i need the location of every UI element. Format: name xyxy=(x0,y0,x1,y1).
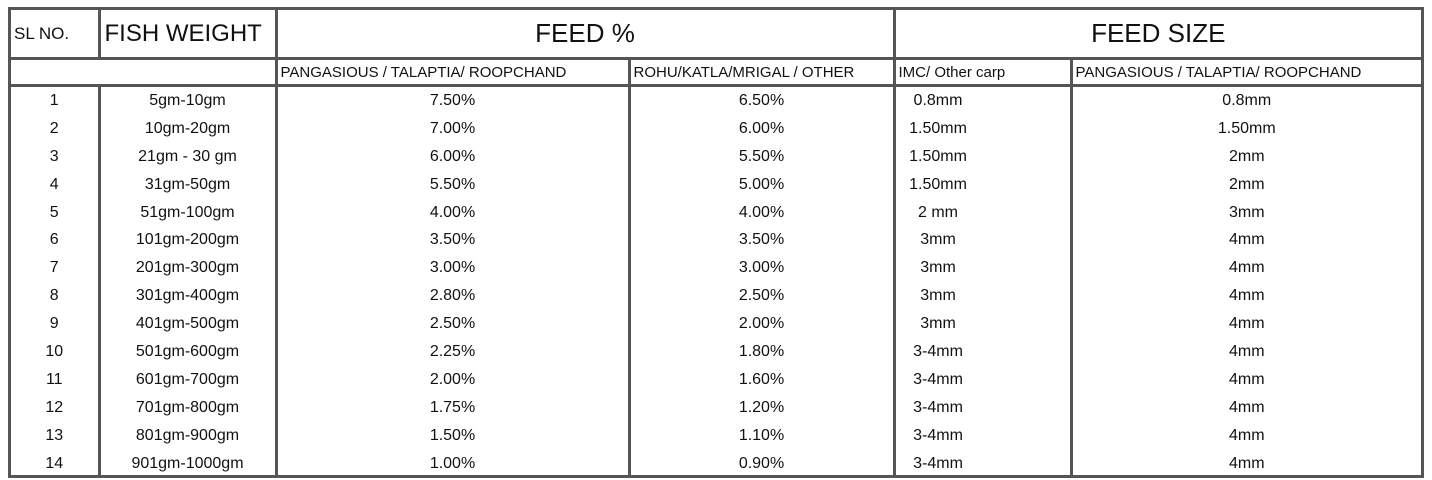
cell-size-imc-text: 3-4mm xyxy=(913,370,963,388)
cell-feed-pangasious: 1.00% xyxy=(276,450,629,478)
table-row xyxy=(11,310,1421,338)
cell-sl-no: 4 xyxy=(11,171,99,199)
cell-feed-pangasious: 3.50% xyxy=(276,226,629,254)
cell-size-imc-text: 3-4mm xyxy=(913,454,963,472)
cell-feed-pangasious: 2.00% xyxy=(276,366,629,394)
cell-feed-rohu: 3.00% xyxy=(629,254,894,282)
cell-feed-pangasious: 6.00% xyxy=(276,143,629,171)
cell-size-imc-text: 2 mm xyxy=(918,203,958,221)
cell-size-pangasious: 0.8mm xyxy=(1222,91,1272,109)
cell-size-imc xyxy=(894,115,1071,143)
cell-fish-weight: 501gm-600gm xyxy=(99,338,276,366)
subheader-feed-pangasious: PANGASIOUS / TALAPTIA/ ROOPCHAND xyxy=(276,59,629,86)
header-row xyxy=(11,10,1421,59)
cell-fish-weight: 201gm-300gm xyxy=(99,254,276,282)
cell-feed-rohu: 5.00% xyxy=(629,171,894,199)
cell-fish-weight: 301gm-400gm xyxy=(99,282,276,310)
cell-fish-weight: 51gm-100gm xyxy=(99,199,276,227)
cell-feed-rohu: 5.50% xyxy=(629,143,894,171)
cell-size-imc-text: 0.8mm xyxy=(913,91,963,109)
cell-size-imc-text: 3mm xyxy=(920,287,956,305)
cell-feed-rohu: 1.10% xyxy=(629,422,894,450)
subheader-feed-rohu: ROHU/KATLA/MRIGAL / OTHER xyxy=(629,59,894,86)
cell-sl-no: 11 xyxy=(11,366,99,394)
cell-size-pangasious: 4mm xyxy=(1228,342,1265,360)
cell-fish-weight: 601gm-700gm xyxy=(99,366,276,394)
cell-sl-no: 2 xyxy=(11,115,99,143)
cell-feed-pangasious: 1.75% xyxy=(276,394,629,422)
cell-sl-no: 8 xyxy=(11,282,99,310)
table-row xyxy=(11,422,1421,450)
cell-size-pangasious: 4mm xyxy=(1228,287,1265,305)
table-row xyxy=(11,394,1421,422)
cell-feed-rohu: 1.80% xyxy=(629,338,894,366)
cell-feed-pangasious: 3.00% xyxy=(276,254,629,282)
cell-size-imc xyxy=(894,254,1071,282)
header-fish-weight: FISH WEIGHT xyxy=(99,10,276,59)
cell-size-imc xyxy=(894,86,1071,115)
cell-size-imc xyxy=(894,171,1071,199)
table-row xyxy=(11,86,1421,115)
cell-size-imc xyxy=(894,199,1071,227)
cell-size-imc xyxy=(894,338,1071,366)
cell-feed-rohu: 1.60% xyxy=(629,366,894,394)
cell-fish-weight: 801gm-900gm xyxy=(99,422,276,450)
cell-fish-weight: 31gm-50gm xyxy=(99,171,276,199)
cell-fish-weight: 21gm - 30 gm xyxy=(99,143,276,171)
cell-sl-no: 14 xyxy=(11,450,99,478)
cell-size-imc-text: 3mm xyxy=(920,315,956,333)
cell-size-imc-text: 3-4mm xyxy=(913,426,963,444)
header-sl-no: SL NO. xyxy=(11,10,99,59)
feed-chart-table xyxy=(11,10,1421,477)
cell-feed-pangasious: 5.50% xyxy=(276,171,629,199)
table-row xyxy=(11,254,1421,282)
cell-feed-rohu: 6.50% xyxy=(629,86,894,115)
cell-feed-pangasious: 2.80% xyxy=(276,282,629,310)
header-feed-percent: FEED % xyxy=(276,10,894,59)
cell-fish-weight: 701gm-800gm xyxy=(99,394,276,422)
table-row xyxy=(11,366,1421,394)
cell-sl-no: 9 xyxy=(11,310,99,338)
cell-size-imc xyxy=(894,310,1071,338)
subheader-size-pangasious: PANGASIOUS / TALAPTIA/ ROOPCHAND xyxy=(1071,59,1421,86)
cell-size-imc xyxy=(894,143,1071,171)
cell-fish-weight: 901gm-1000gm xyxy=(99,450,276,478)
cell-sl-no: 7 xyxy=(11,254,99,282)
cell-size-imc-text: 1.50mm xyxy=(909,175,967,193)
cell-feed-rohu: 6.00% xyxy=(629,115,894,143)
cell-size-imc xyxy=(894,366,1071,394)
cell-feed-rohu: 4.00% xyxy=(629,199,894,227)
cell-feed-pangasious: 2.25% xyxy=(276,338,629,366)
table-row xyxy=(11,450,1421,478)
table-row xyxy=(11,199,1421,227)
cell-fish-weight: 5gm-10gm xyxy=(99,86,276,115)
cell-size-imc-text: 1.50mm xyxy=(909,147,967,165)
cell-fish-weight: 401gm-500gm xyxy=(99,310,276,338)
cell-fish-weight: 10gm-20gm xyxy=(99,115,276,143)
cell-size-pangasious: 4mm xyxy=(1228,315,1265,333)
cell-size-pangasious: 4mm xyxy=(1228,426,1265,444)
cell-size-pangasious: 1.50mm xyxy=(1217,119,1276,137)
cell-size-pangasious: 4mm xyxy=(1228,398,1265,416)
cell-size-imc xyxy=(894,422,1071,450)
cell-size-pangasious: 4mm xyxy=(1228,454,1265,472)
cell-feed-pangasious: 1.50% xyxy=(276,422,629,450)
table-row xyxy=(11,171,1421,199)
cell-sl-no: 1 xyxy=(11,86,99,115)
cell-sl-no: 13 xyxy=(11,422,99,450)
cell-fish-weight: 101gm-200gm xyxy=(99,226,276,254)
cell-size-imc-text: 3-4mm xyxy=(913,398,963,416)
cell-feed-rohu: 1.20% xyxy=(629,394,894,422)
cell-size-imc-text: 1.50mm xyxy=(909,119,967,137)
cell-sl-no: 3 xyxy=(11,143,99,171)
cell-size-pangasious: 4mm xyxy=(1228,259,1265,277)
subheader-row xyxy=(11,59,1421,86)
cell-size-imc xyxy=(894,226,1071,254)
cell-size-imc xyxy=(894,282,1071,310)
cell-feed-pangasious: 2.50% xyxy=(276,310,629,338)
feed-chart-table-frame xyxy=(8,7,1424,478)
table-row xyxy=(11,115,1421,143)
cell-feed-rohu: 2.50% xyxy=(629,282,894,310)
subheader-size-imc: IMC/ Other carp xyxy=(894,59,1071,86)
table-row xyxy=(11,338,1421,366)
cell-sl-no: 12 xyxy=(11,394,99,422)
cell-size-imc-text: 3mm xyxy=(920,231,956,249)
table-row xyxy=(11,226,1421,254)
table-row xyxy=(11,143,1421,171)
cell-size-pangasious: 2mm xyxy=(1228,147,1265,165)
cell-feed-pangasious: 7.50% xyxy=(276,86,629,115)
cell-feed-rohu: 3.50% xyxy=(629,226,894,254)
cell-feed-pangasious: 7.00% xyxy=(276,115,629,143)
cell-size-pangasious: 4mm xyxy=(1228,370,1265,388)
cell-size-pangasious: 4mm xyxy=(1228,231,1265,249)
cell-size-imc-text: 3mm xyxy=(920,259,956,277)
cell-sl-no: 6 xyxy=(11,226,99,254)
cell-feed-rohu: 2.00% xyxy=(629,310,894,338)
cell-feed-rohu: 0.90% xyxy=(629,450,894,478)
cell-feed-pangasious: 4.00% xyxy=(276,199,629,227)
cell-size-imc-text: 3-4mm xyxy=(913,342,963,360)
cell-size-imc xyxy=(894,450,1071,478)
subheader-empty xyxy=(11,59,276,86)
cell-sl-no: 5 xyxy=(11,199,99,227)
cell-size-pangasious: 2mm xyxy=(1228,175,1265,193)
header-feed-size: FEED SIZE xyxy=(894,10,1421,59)
cell-size-imc xyxy=(894,394,1071,422)
cell-sl-no: 10 xyxy=(11,338,99,366)
cell-size-pangasious: 3mm xyxy=(1228,203,1265,221)
table-row xyxy=(11,282,1421,310)
